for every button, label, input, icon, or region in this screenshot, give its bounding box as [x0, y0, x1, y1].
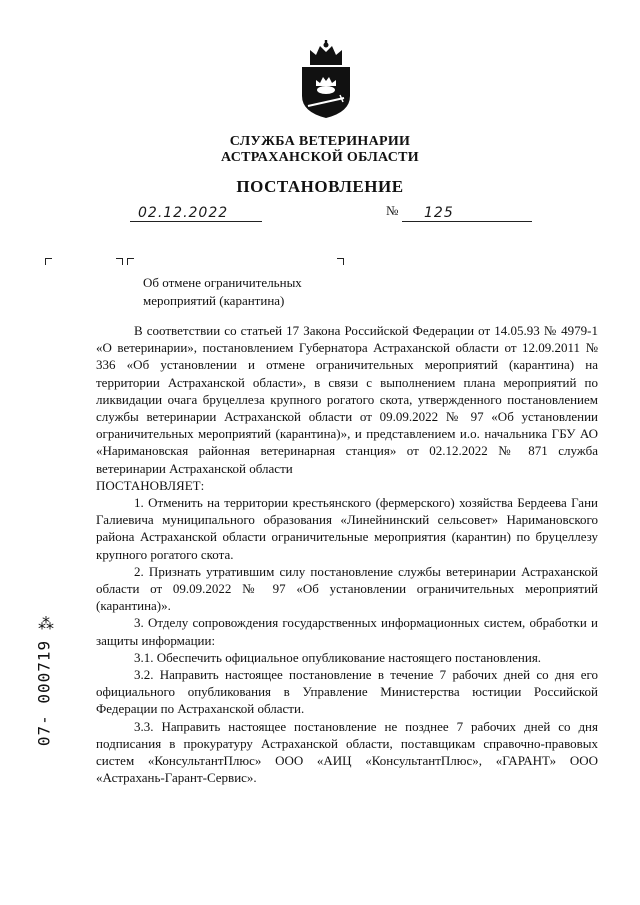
asterisk-mark: ⁂: [38, 614, 54, 633]
subject-line2: мероприятий (карантина): [143, 293, 285, 308]
item-paragraph: 1. Отменить на территории крестьянского (фермерского) хозяйства Бердеева Гани Галиевича муниципального образования «Линейнинский сельсовет» Наримановского района Астраханской области ограничительные мероприятия (карантин) по бруцеллезу крупного рогатого скота.: [96, 495, 598, 562]
date-field: [130, 203, 262, 222]
item-paragraph: 3.3. Направить настоящее постановление не позднее 7 рабочих дней со дня подписания в прокуратуру Астраханской области, поставщикам справочно-правовых систем «КонсультантПлюс» ООО «АИЦ «КонсультантПлюс», «ГАРАНТ» ООО «Астрахань-Гарант-Сервис».: [96, 718, 598, 786]
agency-name-line2: АСТРАХАНСКОЙ ОБЛАСТИ: [220, 150, 419, 165]
handwritten-number: 125: [424, 205, 454, 221]
resolves-heading: ПОСТАНОВЛЯЕТ:: [96, 477, 205, 493]
agency-name-line1: СЛУЖБА ВЕТЕРИНАРИИ: [229, 134, 411, 149]
corner-mark: [116, 258, 123, 265]
number-field: [402, 203, 532, 222]
item-paragraph: 3.2. Направить настоящее постановление в течение 7 рабочих дней со дня его официального опубликования в Управление Министерства юстиции Российской Федерации по Астраханской области.: [96, 667, 598, 717]
margin-stamp-number: 07- 000719: [34, 639, 54, 747]
subject-block: [143, 274, 302, 310]
item-paragraph: 3. Отделу сопровождения государственных информационных систем, обработки и защиты информации:: [96, 615, 598, 648]
document-body: [96, 322, 598, 786]
number-sign: №: [386, 203, 399, 218]
corner-mark: [337, 258, 344, 265]
handwritten-date: 02.12.2022: [138, 205, 229, 221]
coat-of-arms-icon: [296, 40, 356, 120]
document-type: ПОСТАНОВЛЕНИЕ: [236, 177, 404, 196]
corner-mark: [45, 258, 52, 265]
item-paragraph: 2. Признать утратившим силу постановление службы ветеринарии Астраханской области от 09.09.2022 № 97 «Об установлении ограничительных мероприятий (карантина)».: [96, 563, 598, 614]
item-paragraph: 3.1. Обеспечить официальное опубликование настоящего постановления.: [134, 649, 542, 665]
corner-mark: [127, 258, 134, 265]
preamble-paragraph: В соответствии со статьей 17 Закона Российской Федерации от 14.05.93 № 4979-1 «О ветеринарии», постановлением Губернатора Астраханской области от 12.09.2011 № 336 «Об установлении и отмене ограничительных мероприятий (карантина) на территории Астраханской области», в связи с выполнением плана мероприятий по ликвидации очага бруцеллеза крупного рогатого скота, утвержденного постановлением службы ветеринарии Астраханской области от 09.09.2022 № 97 «Об установлении ограничительных мероприятий (карантина)», и представлением и.о. начальника ГБУ АО «Наримановская районная ветеринарная станция» от 02.12.2022 № 871 служба ветеринарии Астраханской области: [96, 323, 598, 476]
subject-line1: Об отмене ограничительных: [143, 275, 302, 290]
margin-stamp: [24, 618, 64, 768]
